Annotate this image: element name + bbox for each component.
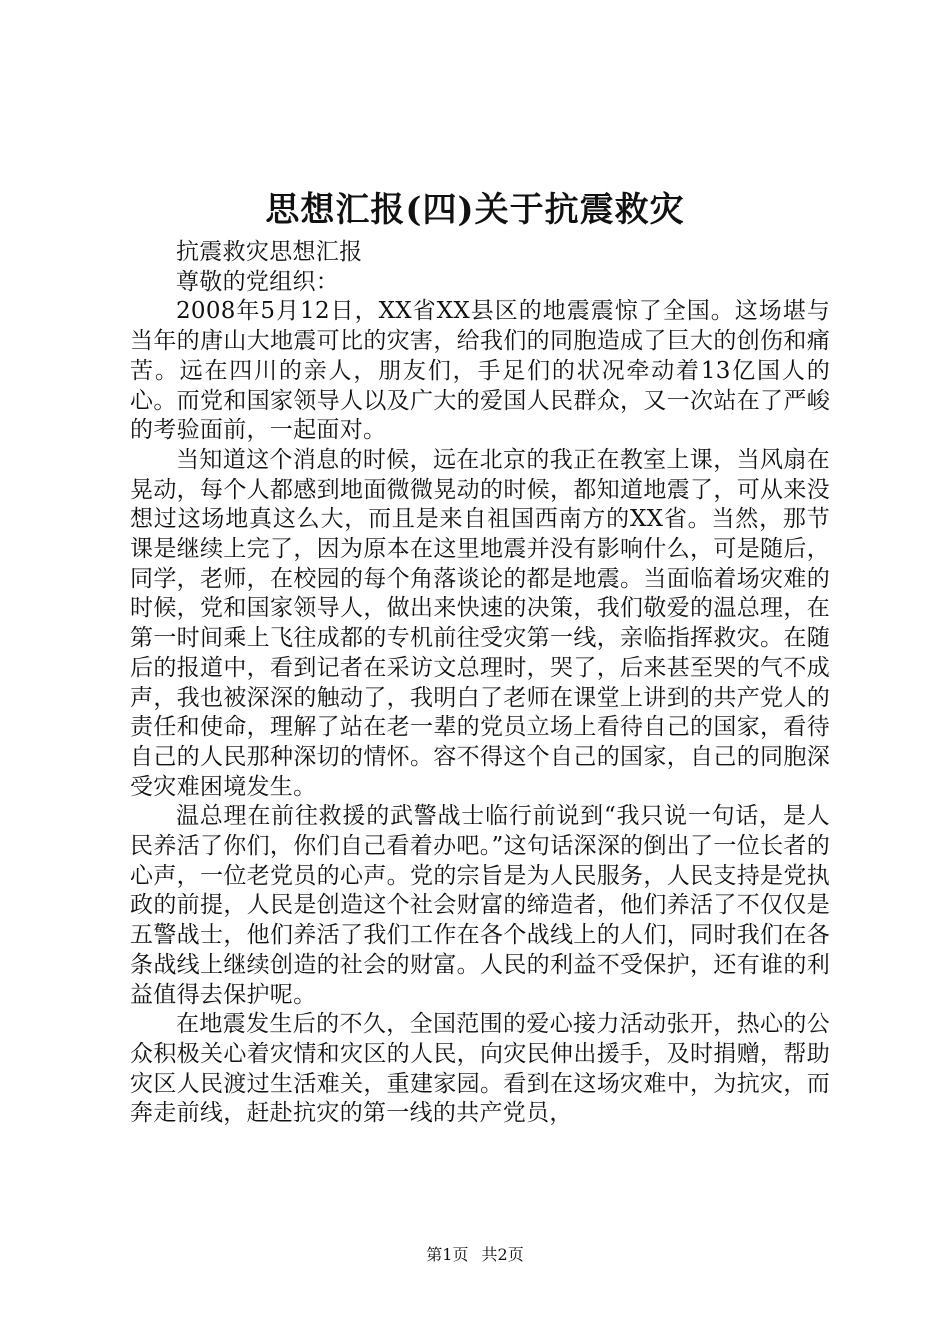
paragraph: 当知道这个消息的时候，远在北京的我正在教室上课，当风扇在晃动，每个人都感到地面微微晃动的时候，都知道地震了，可从来没想过这场地真这么大，而且是来自祖国西南方的XX省。当然，那节课是继续上完了，因为原本在这里地震并没有影响什么，可是随后，同学，老师，在校园的每个角落谈论的都是地震。当面临着场灾难的时候，党和国家领导人，做出来快速的决策，我们敬爱的温总理，在第一时间乘上飞往成都的专机前往受灾第一线，亲临指挥救灾。在随后的报道中，看到记者在采访文总理时，哭了，后来甚至哭的气不成声，我也被深深的触动了，我明白了老师在课堂上讲到的共产党人的责任和使命，理解了站在老一辈的党员立场上看待自己的国家，看待自己的人民那种深切的情怀。容不得这个自己的国家，自己的同胞深受灾难困境发生。 bbox=[130, 446, 830, 800]
paragraph: 尊敬的党组织： bbox=[176, 268, 340, 295]
page-number-current: 第1页 bbox=[426, 1245, 469, 1264]
paragraph: 抗震救灾思想汇报 bbox=[176, 239, 363, 265]
paragraph: 温总理在前往救援的武警战士临行前说到“我只说一句话，是人民养活了你们，你们自己看着办吧。”这句话深深的倒出了一位长者的心声，一位老党员的心声。党的宗旨是为人民服务，人民支持是党执政的前提，人民是创造这个社会财富的缔造者，他们养活了不仅仅是五警战士，他们养活了我们工作在各个战线上的人们，同时我们在各条战线上继续创造的社会的财富。人民的利益不受保护，还有谁的利益值得去保护呢。 bbox=[130, 803, 830, 1008]
document-body bbox=[130, 238, 830, 1129]
document-title: 思想汇报(四)关于抗震救灾 bbox=[265, 190, 685, 230]
page-number-total: 共2页 bbox=[481, 1245, 524, 1264]
paragraph: 在地震发生后的不久，全国范围的爱心接力活动张开，热心的公众积极关心着灾情和灾区的人民，向灾民伸出援手，及时捐赠，帮助灾区人民渡过生活难关，重建家园。看到在这场灾难中，为抗灾，而奔走前线，赶赴抗灾的第一线的共产党员， bbox=[130, 1011, 830, 1127]
page-footer bbox=[0, 1244, 950, 1266]
paragraph: 2008年5月12日，XX省XX县区的地震震惊了全国。这场堪与当年的唐山大地震可比的灾害，给我们的同胞造成了巨大的创伤和痛苦。远在四川的亲人，朋友们，手足们的状况牵动着13亿国人的心。而党和国家领导人以及广大的爱国人民群众，又一次站在了严峻的考验面前，一起面对。 bbox=[130, 298, 830, 444]
